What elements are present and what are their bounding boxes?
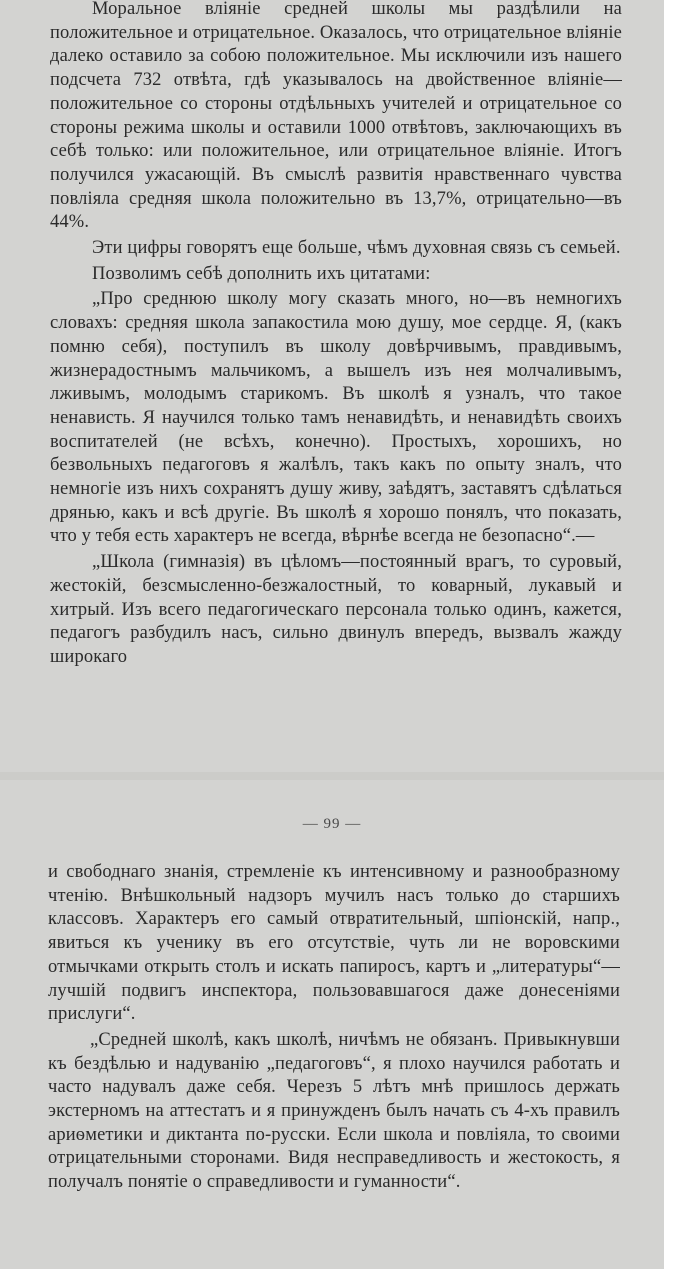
quote-paragraph-2-continued: и свободнаго знанія, стремленіе къ интенсивному и разнообразному чтенію. Внѣшкольный надзоръ мучилъ насъ только до старшихъ классовъ. Характеръ его самый отвратительный, шпіонскій, напр., явиться къ ученику въ его отсутствіе, чуть ли не воровскими отмычками открыть столъ и искать папиросъ, картъ и „литературы“—лучшій подвигъ инспектора, пользовавшагося даже донесеніями прислуги“. xyxy=(48,862,620,1025)
paragraph-figures: Эти цифры говорятъ еще больше, чѣмъ духовная связь съ семьей. xyxy=(92,238,621,259)
paragraph-moral-influence: Моральное вліяніе средней школы мы раздѣлили на положительное и отрицательное. Оказалось, что отрицательное вліяніе далеко оставило за собою положительное. Мы исключили изъ нашего подсчета 732 отвѣта, гдѣ указывалось на двойственное вліяніе—положительное со стороны отдѣльныхъ учителей и отрицательное со стороны режима школы и оставили 1000 отвѣтовъ, заключающихъ въ себѣ только: или положительное, или отрицательное вліяніе. Итогъ получился ужасающій. Въ смыслѣ развитія нравственнаго чувства повліяла средняя школа положительно въ 13,7%, отрицательно—въ 44%. xyxy=(50,0,622,233)
page-margin xyxy=(664,0,700,1269)
page-number: — 99 — xyxy=(302,816,362,832)
page-break-shadow xyxy=(0,772,664,780)
quote-paragraph-1: „Про среднюю школу могу сказать много, но—въ немногихъ словахъ: средняя школа запакостила мою душу, мое сердце. Я, (какъ помню себя), поступилъ въ школу довѣрчивымъ, правдивымъ, жизнерадостнымъ мальчикомъ, а вышелъ изъ нея молчаливымъ, лживымъ, молодымъ старикомъ. Въ школѣ я узналъ, что такое ненависть. Я научился только тамъ ненавидѣть, и ненавидѣть своихъ воспитателей (не всѣхъ, конечно). Простыхъ, хорошихъ, но безвольныхъ педагоговъ я жалѣлъ, такъ какъ по опыту зналъ, что немногіе изъ нихъ сохранятъ душу живу, заѣдятъ, заставятъ сдѣлаться дрянью, какъ и всѣ другіе. Въ школѣ я хорошо понялъ, что показать, что у тебя есть характеръ не всегда, вѣрнѣе всегда не безопасно“.— xyxy=(50,289,622,547)
quote-paragraph-3: „Средней школѣ, какъ школѣ, ничѣмъ не обязанъ. Привыкнувши къ бездѣлью и надуванію „педагоговъ“, я плохо научился работать и часто надувалъ даже себя. Черезъ 5 лѣтъ мнѣ пришлось держать экстерномъ на аттестатъ и я принужденъ былъ начать съ 4-хъ правилъ ариѳметики и диктанта по-русски. Если школа и повліяла, то своими отрицательными сторонами. Видя несправедливость и жестокость, я получалъ понятіе о справедливости и гуманности“. xyxy=(48,1029,620,1193)
quote-paragraph-2: „Школа (гимназія) въ цѣломъ—постоянный врагъ, то суровый, жестокій, безсмысленно-безжалостный, то коварный, лукавый и хитрый. Изъ всего педагогическаго персонала только одинъ, кажется, педагогъ разбудилъ насъ, сильно двинулъ впередъ, вызвалъ жажду широкаго xyxy=(50,552,622,667)
paragraph-quotes-intro: Позволимъ себѣ дополнить ихъ цитатами: xyxy=(92,263,431,284)
top-text-block xyxy=(50,0,622,670)
bottom-text-block xyxy=(48,861,620,1195)
